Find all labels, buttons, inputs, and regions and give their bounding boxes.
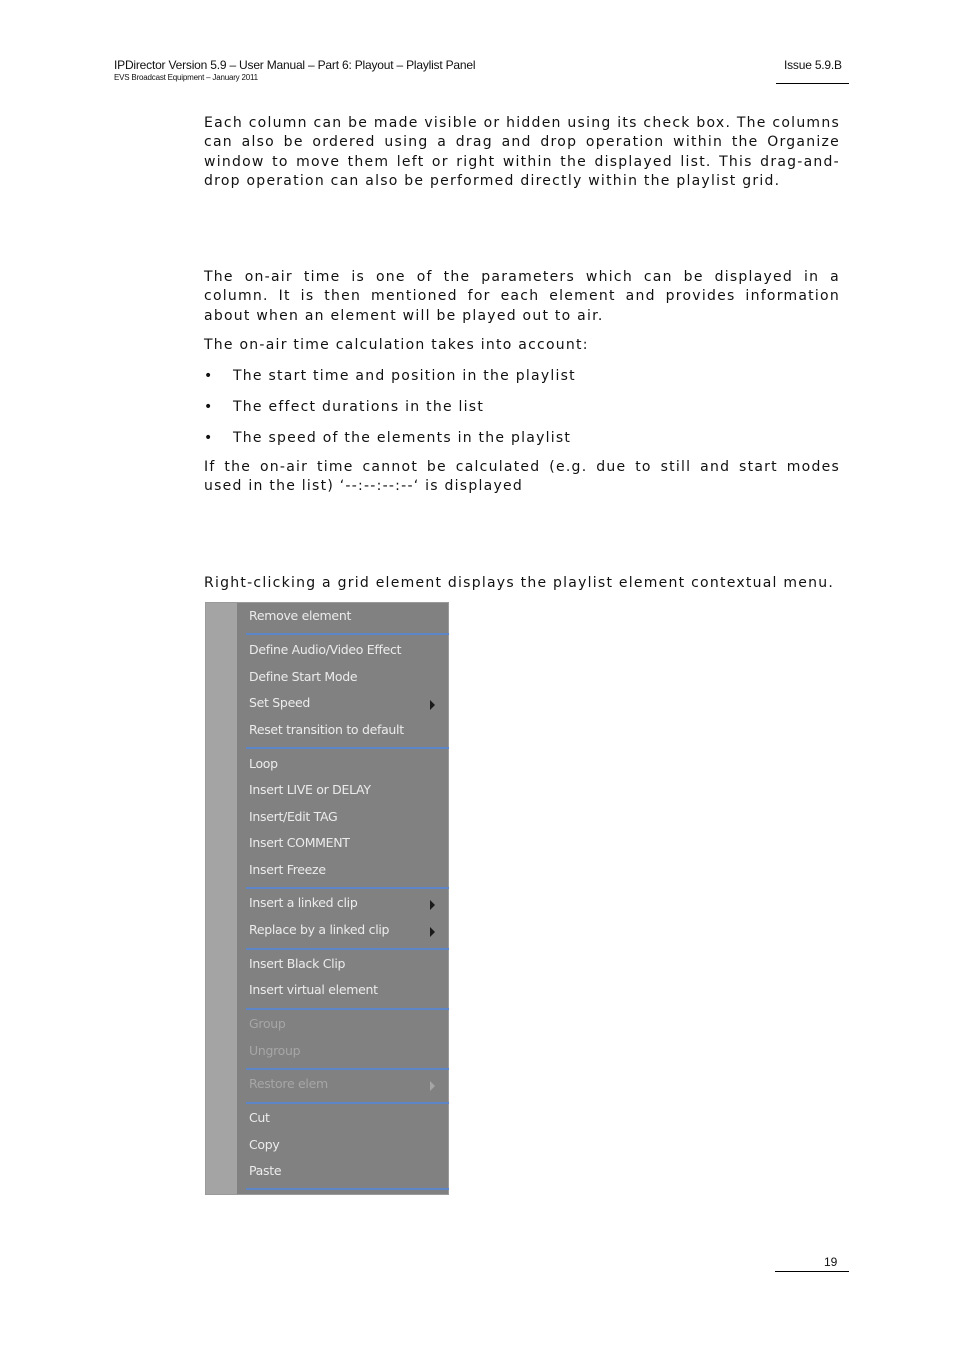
menu-item-insert-black-clip[interactable]: Insert Black Clip — [249, 956, 346, 971]
menu-item-replace-linked-clip[interactable]: Replace by a linked clip — [249, 922, 390, 937]
submenu-arrow-icon — [430, 700, 435, 710]
menu-separator — [246, 633, 449, 635]
submenu-arrow-icon — [430, 927, 435, 937]
menu-item-loop[interactable]: Loop — [249, 756, 278, 771]
menu-separator — [246, 1068, 449, 1070]
menu-item-define-av-effect[interactable]: Define Audio/Video Effect — [249, 642, 402, 657]
bullet-text: The speed of the elements in the playlist — [233, 430, 572, 446]
menu-icon-strip — [206, 603, 237, 1194]
header-title: IPDirector Version 5.9 – User Manual – Part 6: Playout – Playlist Panel — [114, 58, 476, 72]
submenu-arrow-icon — [430, 1081, 435, 1091]
menu-item-define-start-mode[interactable]: Define Start Mode — [249, 669, 358, 684]
menu-separator — [246, 1102, 449, 1104]
menu-item-paste[interactable]: Paste — [249, 1163, 282, 1178]
header-issue: Issue 5.9.B — [784, 58, 842, 72]
paragraph-onair-calc: The on-air time calculation takes into account: — [204, 337, 589, 353]
paragraph-columns: Each column can be made visible or hidden using its check box. The columns can also be ordered using a drag and drop operation within the Organize window to move them left or right within the displayed list. This drag-and-drop operation can also be performed directly within the playlist grid. — [204, 115, 840, 189]
menu-separator — [246, 1188, 449, 1190]
submenu-arrow-icon — [430, 900, 435, 910]
bullet-dot: • — [204, 430, 214, 446]
playlist-element-context-menu — [205, 602, 449, 1195]
menu-item-insert-virtual-element[interactable]: Insert virtual element — [249, 982, 378, 997]
bullet-dot: • — [204, 399, 214, 415]
menu-item-set-speed[interactable]: Set Speed — [249, 695, 310, 710]
menu-item-reset-transition[interactable]: Reset transition to default — [249, 722, 404, 737]
page-number: 19 — [824, 1255, 838, 1269]
header-rule — [776, 83, 849, 84]
footer-rule — [775, 1271, 849, 1272]
menu-item-group: Group — [249, 1016, 286, 1031]
menu-item-copy[interactable]: Copy — [249, 1137, 280, 1152]
menu-item-insert-freeze[interactable]: Insert Freeze — [249, 862, 326, 877]
menu-item-insert-live-delay[interactable]: Insert LIVE or DELAY — [249, 782, 371, 797]
paragraph-onair-error: If the on-air time cannot be calculated (e.g. due to still and start modes used in the list) ‘--:--:--:--‘ is displayed — [204, 459, 840, 495]
menu-item-ungroup: Ungroup — [249, 1043, 301, 1058]
menu-item-insert-linked-clip[interactable]: Insert a linked clip — [249, 895, 358, 910]
paragraph-menu-intro: Right-clicking a grid element displays the playlist element contextual menu. — [204, 575, 835, 591]
menu-item-insert-edit-tag[interactable]: Insert/Edit TAG — [249, 809, 338, 824]
menu-item-restore-elem: Restore elem — [249, 1076, 328, 1091]
menu-item-cut[interactable]: Cut — [249, 1110, 270, 1125]
bullet-text: The effect durations in the list — [233, 399, 485, 415]
menu-separator — [246, 1008, 449, 1010]
paragraph-onair-intro: The on-air time is one of the parameters which can be displayed in a column. It is then mentioned for each element and provides information about when an element will be played out to air. — [204, 269, 840, 324]
menu-separator — [246, 887, 449, 889]
menu-separator — [246, 948, 449, 950]
header-subtitle: EVS Broadcast Equipment – January 2011 — [114, 73, 258, 82]
bullet-text: The start time and position in the playlist — [233, 368, 576, 384]
bullet-dot: • — [204, 368, 214, 384]
menu-item-remove-element[interactable]: Remove element — [249, 608, 352, 623]
menu-item-insert-comment[interactable]: Insert COMMENT — [249, 835, 350, 850]
menu-separator — [246, 747, 449, 749]
